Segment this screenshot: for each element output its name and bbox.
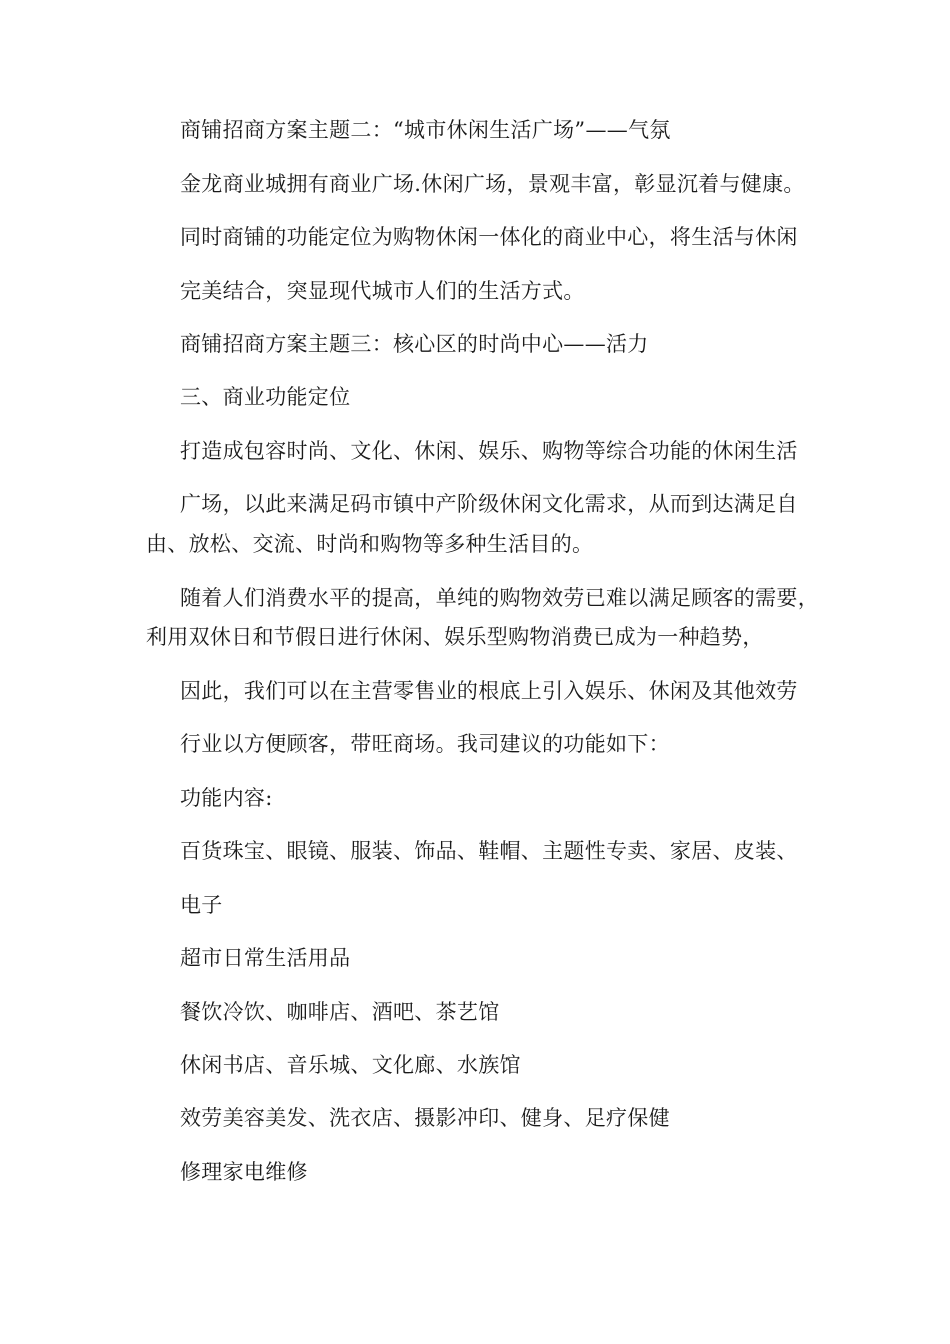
heading-theme-two: 商铺招商方案主题二：“城市休闲生活广场”——气氛 (180, 118, 671, 142)
paragraph-line: 利用双休日和节假日进行休闲、娱乐型购物消费已成为一种趋势， (146, 625, 764, 649)
paragraph-line: 打造成包容时尚、文化、休闲、娱乐、购物等综合功能的休闲生活 (180, 439, 798, 463)
function-content-label: 功能内容: (180, 786, 273, 810)
paragraph-line: 因此，我们可以在主营零售业的根底上引入娱乐、休闲及其他效劳 (180, 679, 798, 703)
paragraph-line: 金龙商业城拥有商业广场.休闲广场，景观丰富，彰显沉着与健康。 (180, 172, 805, 196)
heading-theme-three: 商铺招商方案主题三：核心区的时尚中心——活力 (180, 332, 649, 356)
paragraph-line: 由、放松、交流、时尚和购物等多种生活目的。 (146, 532, 594, 556)
list-item: 百货珠宝、眼镜、服装、饰品、鞋帽、主题性专卖、家居、皮装、 (180, 839, 798, 863)
section-heading-commercial-positioning: 三、商业功能定位 (180, 385, 351, 409)
list-item: 休闲书店、音乐城、文化廊、水族馆 (180, 1053, 521, 1077)
list-item: 修理家电维修 (180, 1160, 308, 1184)
paragraph-line: 同时商铺的功能定位为购物休闲一体化的商业中心，将生活与休闲 (180, 225, 798, 249)
paragraph-line: 行业以方便顾客，带旺商场。我司建议的功能如下： (180, 732, 670, 756)
paragraph-line: 完美结合，突显现代城市人们的生活方式。 (180, 279, 585, 303)
list-item: 超市日常生活用品 (180, 946, 351, 970)
paragraph-line: 广场，以此来满足码市镇中产阶级休闲文化需求，从而到达满足自 (180, 492, 798, 516)
list-item: 效劳美容美发、洗衣店、摄影冲印、健身、足疗保健 (180, 1106, 670, 1130)
list-item: 电子 (180, 893, 223, 917)
paragraph-line: 随着人们消费水平的提高，单纯的购物效劳已难以满足顾客的需要， (180, 586, 819, 610)
list-item: 餐饮冷饮、咖啡店、酒吧、茶艺馆 (180, 1000, 500, 1024)
